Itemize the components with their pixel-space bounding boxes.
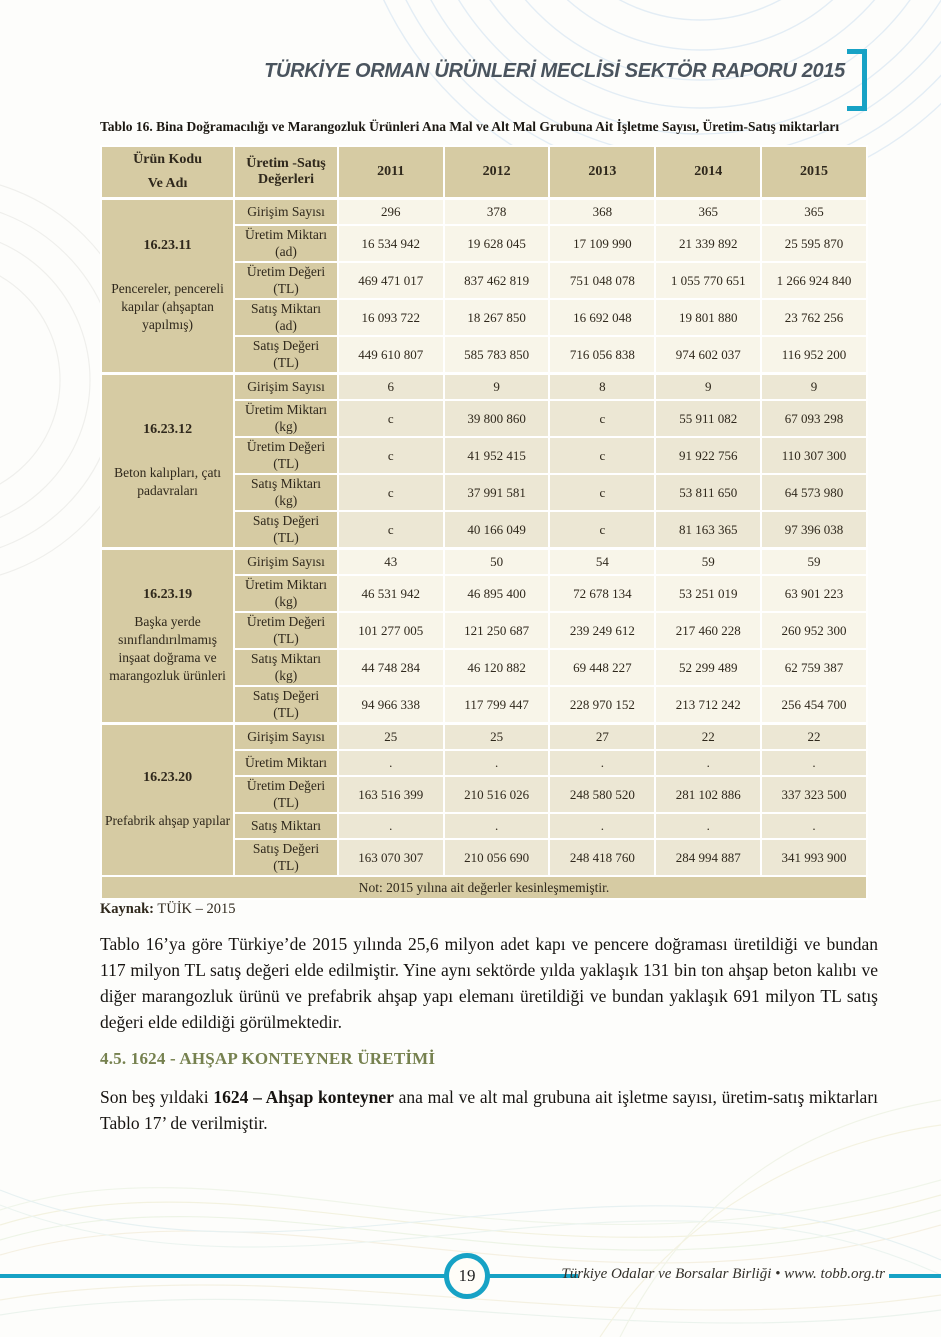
metric-label-cell: Üretim Değeri (TL): [234, 262, 338, 299]
metric-label-cell: Satış Değeri (TL): [234, 686, 338, 724]
value-cell: 25: [338, 724, 444, 751]
value-cell: 248 580 520: [549, 776, 655, 813]
value-cell: 116 952 200: [761, 336, 867, 374]
product-code: 16.23.19: [143, 586, 193, 602]
value-cell: 81 163 365: [655, 511, 761, 549]
paragraph2-post: ana mal ve alt mal grubuna ait işletme sayısı, üretim-satış miktarları Tablo 17’ de verilmiştir.: [100, 1087, 879, 1133]
table-note-row: [101, 876, 867, 899]
product-cell: [101, 199, 234, 374]
value-cell: 16 534 942: [338, 225, 444, 262]
source-label: Kaynak:: [100, 901, 154, 917]
value-cell: 16 093 722: [338, 299, 444, 336]
value-cell: 239 249 612: [549, 612, 655, 649]
value-cell: 256 454 700: [761, 686, 867, 724]
metric-label-cell: Üretim Miktarı (ad): [234, 225, 338, 262]
value-cell: 974 602 037: [655, 336, 761, 374]
product-name: Başka yerde sınıflandırılmamış inşaat doğrama ve marangozluk ürünleri: [109, 613, 226, 684]
value-cell: 25: [444, 724, 550, 751]
table-row: [101, 199, 867, 226]
metric-label-cell: Girişim Sayısı: [234, 199, 338, 226]
value-cell: 52 299 489: [655, 649, 761, 686]
product-code: 16.23.11: [143, 237, 192, 253]
value-cell: 163 070 307: [338, 839, 444, 876]
metric-label-cell: Satış Değeri (TL): [234, 839, 338, 876]
product-cell: [101, 724, 234, 877]
value-cell: c: [338, 437, 444, 474]
value-cell: 59: [761, 549, 867, 576]
value-cell: c: [549, 400, 655, 437]
bracket-decoration-icon: [847, 49, 867, 111]
value-cell: 121 250 687: [444, 612, 550, 649]
metric-label-cell: Üretim Değeri (TL): [234, 612, 338, 649]
value-cell: 110 307 300: [761, 437, 867, 474]
value-cell: 94 966 338: [338, 686, 444, 724]
body-paragraph-1: Tablo 16’ya göre Türkiye’de 2015 yılında 25,6 milyon adet kapı ve pencere doğraması üretildiği ve bundan 117 milyon TL satış değeri elde edilmiştir. Yine aynı sektörde yılda yaklaşık 131 bin ton ahşap beton kalıbı ve diğer marangozluk ürünü ve prefabrik ahşap yapı elemanı üretildiği ve bundan yaklaşık 691 milyon TL satış değeri elde edildiği görülmektedir.: [100, 934, 878, 1032]
table-row: [101, 724, 867, 751]
value-cell: 43: [338, 549, 444, 576]
value-cell: 260 952 300: [761, 612, 867, 649]
value-cell: 22: [761, 724, 867, 751]
column-header-product-line1: Ürün Kodu: [133, 152, 202, 167]
column-header-year: 2013: [549, 146, 655, 199]
value-cell: .: [338, 750, 444, 776]
value-cell: .: [761, 813, 867, 839]
metric-label-cell: Satış Miktarı (kg): [234, 474, 338, 511]
column-header-product: [101, 146, 234, 199]
value-cell: .: [549, 813, 655, 839]
value-cell: .: [338, 813, 444, 839]
value-cell: 368: [549, 199, 655, 226]
value-cell: 39 800 860: [444, 400, 550, 437]
value-cell: 46 531 942: [338, 575, 444, 612]
paragraph2-bold: 1624 – Ahşap konteyner: [213, 1087, 394, 1107]
value-cell: 18 267 850: [444, 299, 550, 336]
value-cell: 69 448 227: [549, 649, 655, 686]
metric-label-cell: Satış Değeri (TL): [234, 336, 338, 374]
value-cell: 72 678 134: [549, 575, 655, 612]
footer-text: Türkiye Odalar ve Borsalar Birliği • www. tobb.org.tr: [561, 1266, 885, 1282]
value-cell: 837 462 819: [444, 262, 550, 299]
value-cell: 6: [338, 374, 444, 401]
column-header-year: 2011: [338, 146, 444, 199]
value-cell: .: [655, 750, 761, 776]
metric-label-cell: Girişim Sayısı: [234, 374, 338, 401]
value-cell: 19 801 880: [655, 299, 761, 336]
value-cell: 296: [338, 199, 444, 226]
section-heading: 4.5. 1624 - AHŞAP KONTEYNER ÜRETİMİ: [100, 1049, 436, 1068]
column-header-year: 2012: [444, 146, 550, 199]
value-cell: 1 055 770 651: [655, 262, 761, 299]
table-caption: Tablo 16. Bina Doğramacılığı ve Marangozluk Ürünleri Ana Mal ve Alt Mal Grubuna Ait İşletme Sayısı, Üretim-Satış miktarları: [100, 119, 840, 134]
value-cell: 63 901 223: [761, 575, 867, 612]
product-name: Pencereler, pencereli kapılar (ahşaptan yapılmış): [111, 280, 224, 333]
value-cell: 217 460 228: [655, 612, 761, 649]
value-cell: 97 396 038: [761, 511, 867, 549]
value-cell: 22: [655, 724, 761, 751]
metric-label-cell: Girişim Sayısı: [234, 724, 338, 751]
value-cell: 50: [444, 549, 550, 576]
column-header-year: 2015: [761, 146, 867, 199]
value-cell: 284 994 887: [655, 839, 761, 876]
value-cell: c: [549, 437, 655, 474]
value-cell: 248 418 760: [549, 839, 655, 876]
value-cell: 365: [655, 199, 761, 226]
metric-label-cell: Üretim Miktarı: [234, 750, 338, 776]
value-cell: 54: [549, 549, 655, 576]
metric-label-cell: Satış Değeri (TL): [234, 511, 338, 549]
value-cell: 53 811 650: [655, 474, 761, 511]
column-header-product-line2: Ve Adı: [147, 176, 188, 191]
column-header-metric: Üretim -Satış Değerleri: [234, 146, 338, 199]
product-name: Prefabrik ahşap yapılar: [104, 812, 231, 828]
value-cell: c: [338, 400, 444, 437]
product-cell: [101, 374, 234, 549]
table-body: [101, 199, 867, 877]
value-cell: 163 516 399: [338, 776, 444, 813]
value-cell: c: [338, 511, 444, 549]
value-cell: 16 692 048: [549, 299, 655, 336]
table-16: [100, 145, 868, 900]
value-cell: 40 166 049: [444, 511, 550, 549]
value-cell: 378: [444, 199, 550, 226]
value-cell: 46 895 400: [444, 575, 550, 612]
metric-label-cell: Satış Miktarı (kg): [234, 649, 338, 686]
value-cell: 585 783 850: [444, 336, 550, 374]
value-cell: 21 339 892: [655, 225, 761, 262]
value-cell: 1 266 924 840: [761, 262, 867, 299]
value-cell: .: [549, 750, 655, 776]
value-cell: 101 277 005: [338, 612, 444, 649]
value-cell: 67 093 298: [761, 400, 867, 437]
table-note: Not: 2015 yılına ait değerler kesinleşmemiştir.: [101, 876, 867, 899]
value-cell: c: [549, 474, 655, 511]
value-cell: 449 610 807: [338, 336, 444, 374]
report-title: TÜRKİYE ORMAN ÜRÜNLERİ MECLİSİ SEKTÖR RAPORU 2015: [264, 60, 845, 82]
value-cell: 23 762 256: [761, 299, 867, 336]
metric-label-cell: Üretim Değeri (TL): [234, 437, 338, 474]
value-cell: 210 056 690: [444, 839, 550, 876]
metric-label-cell: Üretim Değeri (TL): [234, 776, 338, 813]
metric-label-cell: Üretim Miktarı (kg): [234, 575, 338, 612]
metric-label-cell: Satış Miktarı: [234, 813, 338, 839]
value-cell: 9: [444, 374, 550, 401]
value-cell: .: [761, 750, 867, 776]
footer-rule-left: [0, 1274, 578, 1278]
value-cell: 46 120 882: [444, 649, 550, 686]
value-cell: 59: [655, 549, 761, 576]
table-row: [101, 549, 867, 576]
value-cell: .: [444, 813, 550, 839]
value-cell: c: [549, 511, 655, 549]
metric-label-cell: Üretim Miktarı (kg): [234, 400, 338, 437]
value-cell: 55 911 082: [655, 400, 761, 437]
value-cell: 44 748 284: [338, 649, 444, 686]
body-paragraph-2: [100, 1084, 878, 1136]
table-header-row: [101, 146, 867, 199]
value-cell: 716 056 838: [549, 336, 655, 374]
product-code: 16.23.20: [143, 769, 193, 785]
source-text: TÜİK – 2015: [154, 901, 236, 917]
value-cell: 37 991 581: [444, 474, 550, 511]
value-cell: 751 048 078: [549, 262, 655, 299]
value-cell: c: [338, 474, 444, 511]
value-cell: 53 251 019: [655, 575, 761, 612]
value-cell: 19 628 045: [444, 225, 550, 262]
page-number-badge: 19: [444, 1253, 490, 1299]
value-cell: 213 712 242: [655, 686, 761, 724]
value-cell: .: [655, 813, 761, 839]
metric-label-cell: Satış Miktarı (ad): [234, 299, 338, 336]
product-code: 16.23.12: [143, 421, 193, 437]
value-cell: 27: [549, 724, 655, 751]
value-cell: 117 799 447: [444, 686, 550, 724]
value-cell: 228 970 152: [549, 686, 655, 724]
value-cell: 9: [655, 374, 761, 401]
column-header-year: 2014: [655, 146, 761, 199]
value-cell: 337 323 500: [761, 776, 867, 813]
product-cell: [101, 549, 234, 724]
value-cell: 281 102 886: [655, 776, 761, 813]
paragraph2-pre: Son beş yıldaki: [100, 1087, 214, 1107]
value-cell: 91 922 756: [655, 437, 761, 474]
value-cell: .: [444, 750, 550, 776]
value-cell: 365: [761, 199, 867, 226]
value-cell: 8: [549, 374, 655, 401]
value-cell: 64 573 980: [761, 474, 867, 511]
value-cell: 341 993 900: [761, 839, 867, 876]
value-cell: 9: [761, 374, 867, 401]
value-cell: 25 595 870: [761, 225, 867, 262]
value-cell: 17 109 990: [549, 225, 655, 262]
value-cell: 41 952 415: [444, 437, 550, 474]
metric-label-cell: Girişim Sayısı: [234, 549, 338, 576]
source-line: [100, 901, 236, 918]
value-cell: 210 516 026: [444, 776, 550, 813]
footer-rule-right: [889, 1274, 941, 1278]
value-cell: 62 759 387: [761, 649, 867, 686]
table-row: [101, 374, 867, 401]
product-name: Beton kalıpları, çatı padavraları: [114, 464, 221, 498]
value-cell: 469 471 017: [338, 262, 444, 299]
